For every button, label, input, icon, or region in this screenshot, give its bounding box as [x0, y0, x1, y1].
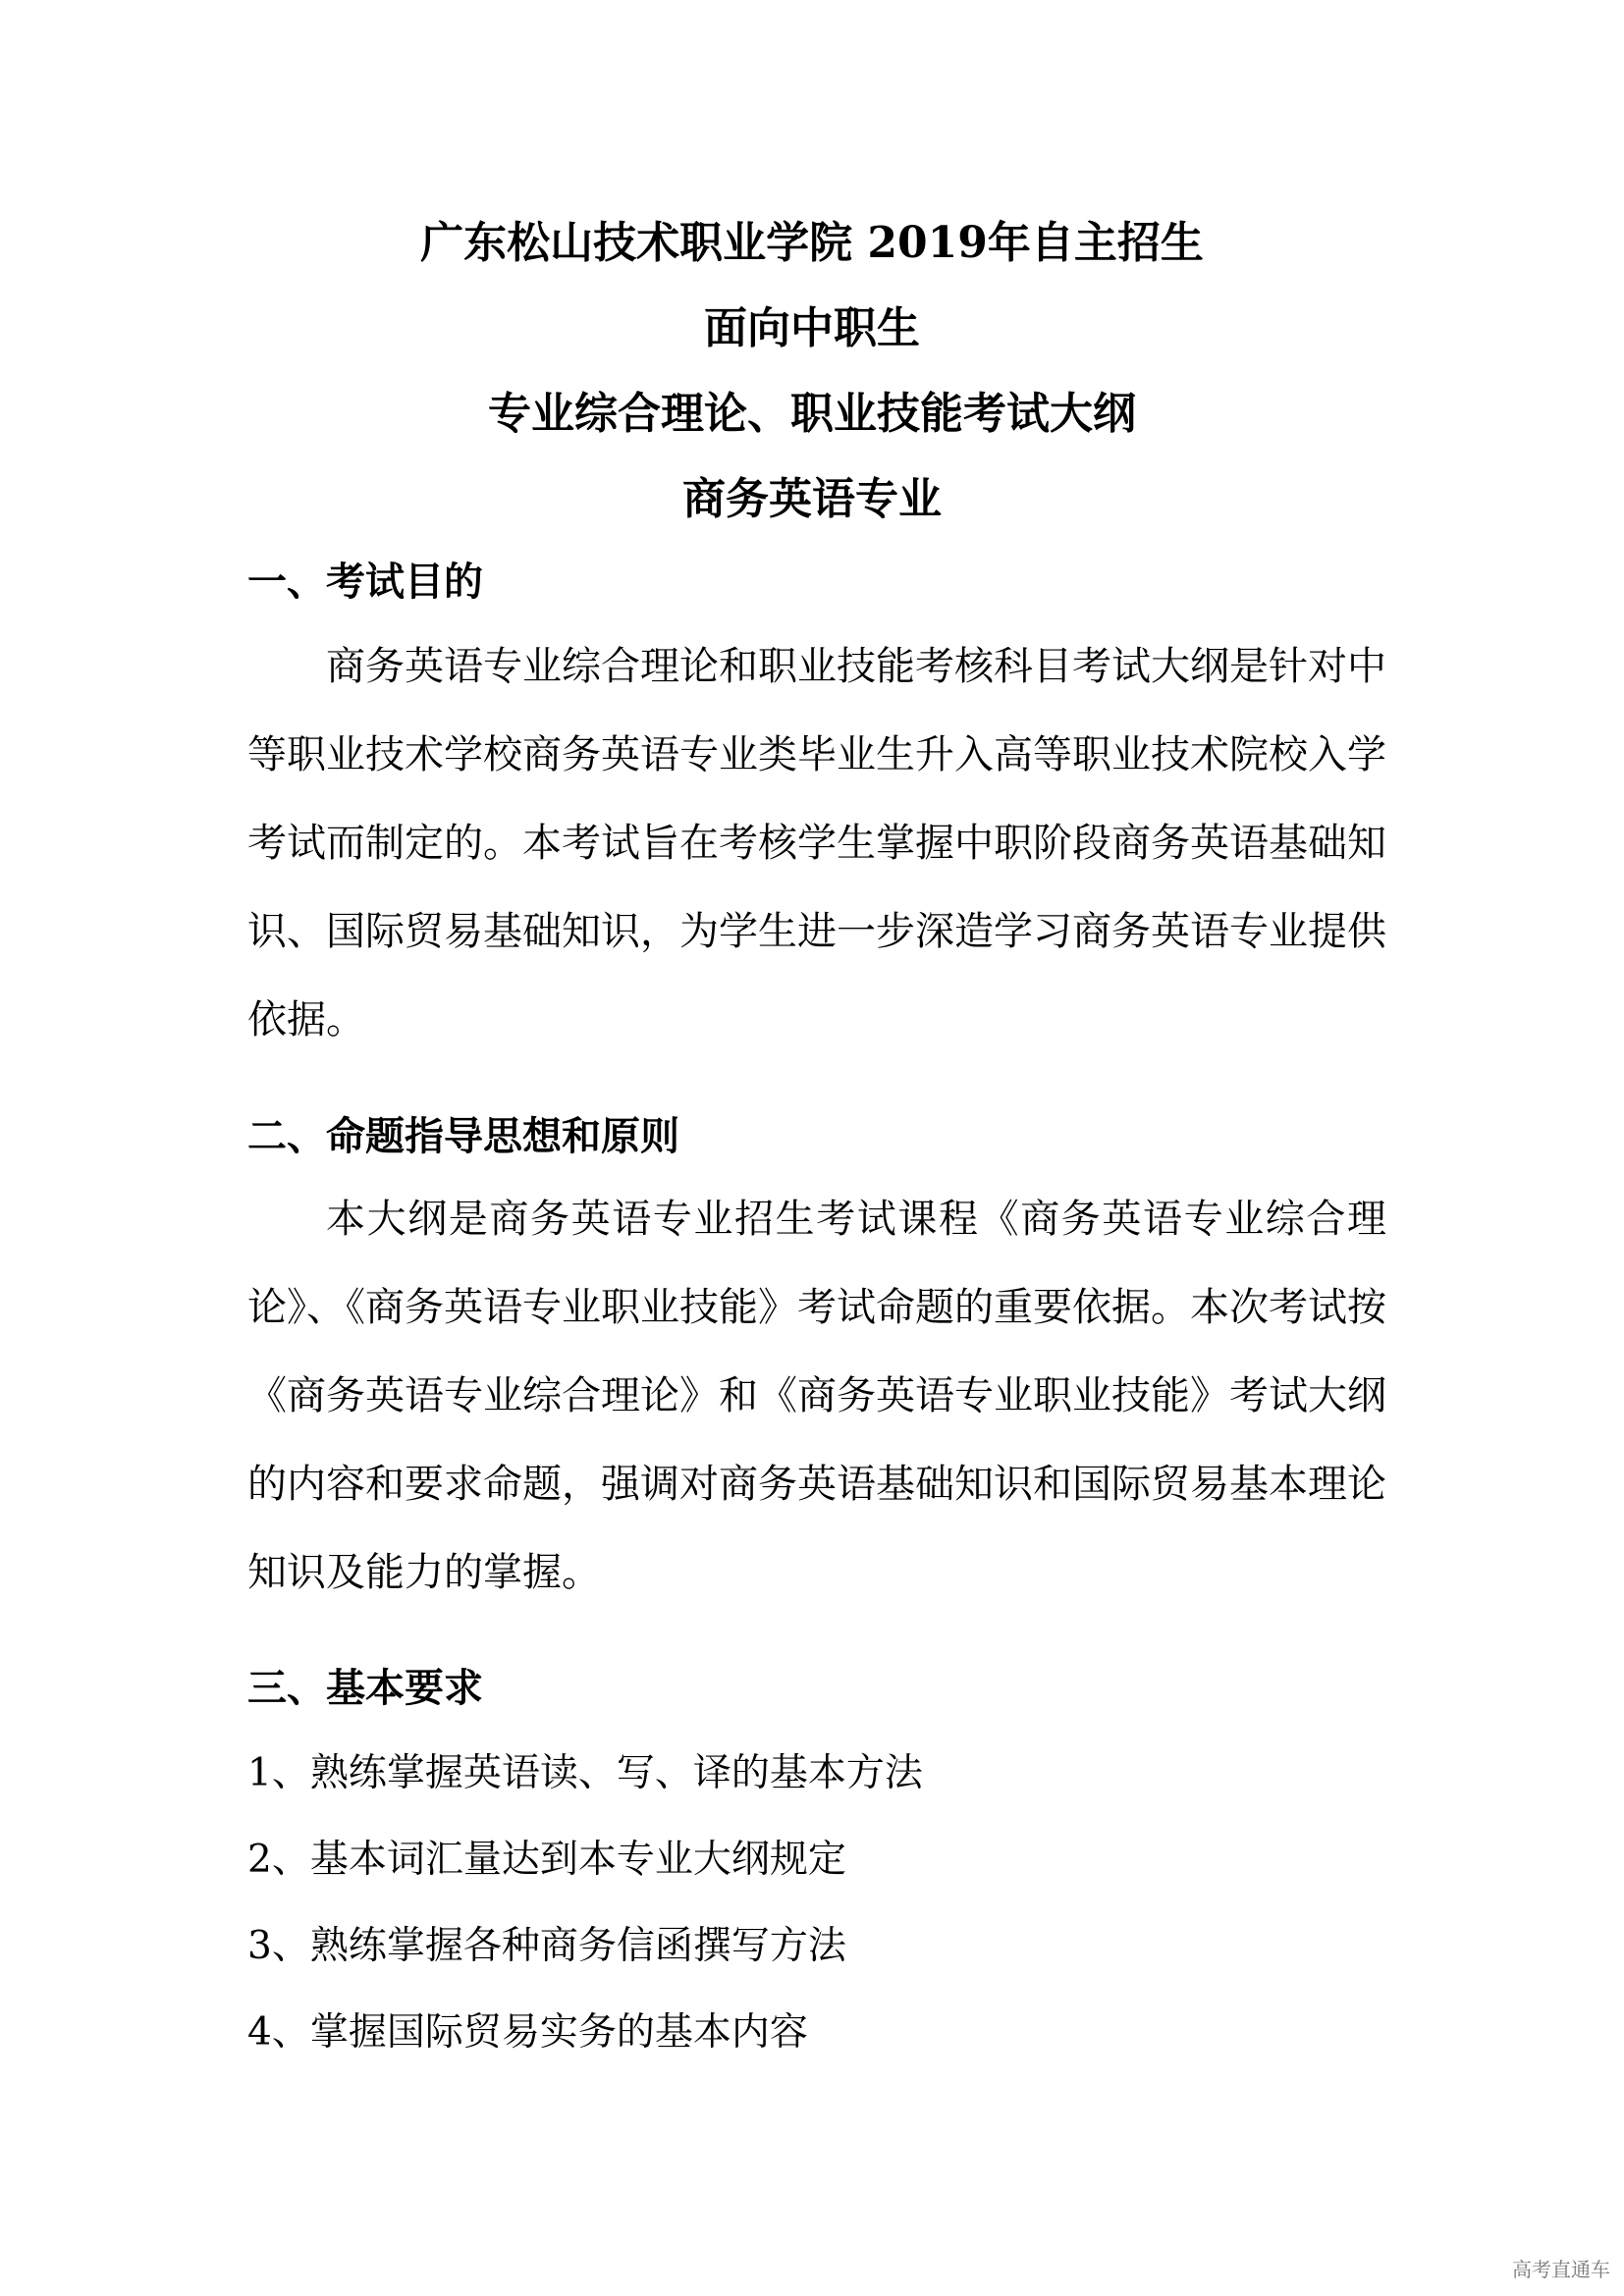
section-3-heading: 三、基本要求: [247, 1665, 483, 1711]
title-line-2: 面向中职生: [704, 303, 920, 353]
title-line-1: 广东松山技术职业学院 2019年自主招生: [420, 218, 1204, 268]
requirement-item-3: 3、熟练掌握各种商务信函撰写方法: [247, 1924, 846, 1968]
section-2-heading: 二、命题指导思想和原则: [247, 1113, 679, 1159]
title-line-3: 专业综合理论、职业技能考试大纲: [488, 389, 1136, 439]
section-2-paragraph: 本大纲是商务英语专业招生考试课程《商务英语专业综合理论》、《商务英语专业职业技能》考试命题的重要依据。本次考试按《商务英语专业综合理论》和《商务英语专业职业技能》考试大纲的内容和要求命题，强调对商务英语基础知识和国际贸易基本理论知识及能力的掌握。: [247, 1197, 1386, 1595]
section-1-paragraph: 商务英语专业综合理论和职业技能考核科目考试大纲是针对中等职业技术学校商务英语专业类毕业生升入高等职业技术院校入学考试而制定的。本考试旨在考核学生掌握中职阶段商务英语基础知识、国际贸易基础知识，为学生进一步深造学习商务英语专业提供依据。: [247, 644, 1386, 1042]
requirement-item-2: 2、基本词汇量达到本专业大纲规定: [247, 1838, 846, 1882]
section-1-heading: 一、考试目的: [247, 559, 483, 605]
requirement-item-1: 1、熟练掌握英语读、写、译的基本方法: [247, 1751, 923, 1795]
watermark-text: 高考直通车: [1512, 2258, 1610, 2281]
requirement-item-4: 4、掌握国际贸易实务的基本内容: [247, 2010, 808, 2055]
title-line-4: 商务英语专业: [682, 474, 942, 524]
